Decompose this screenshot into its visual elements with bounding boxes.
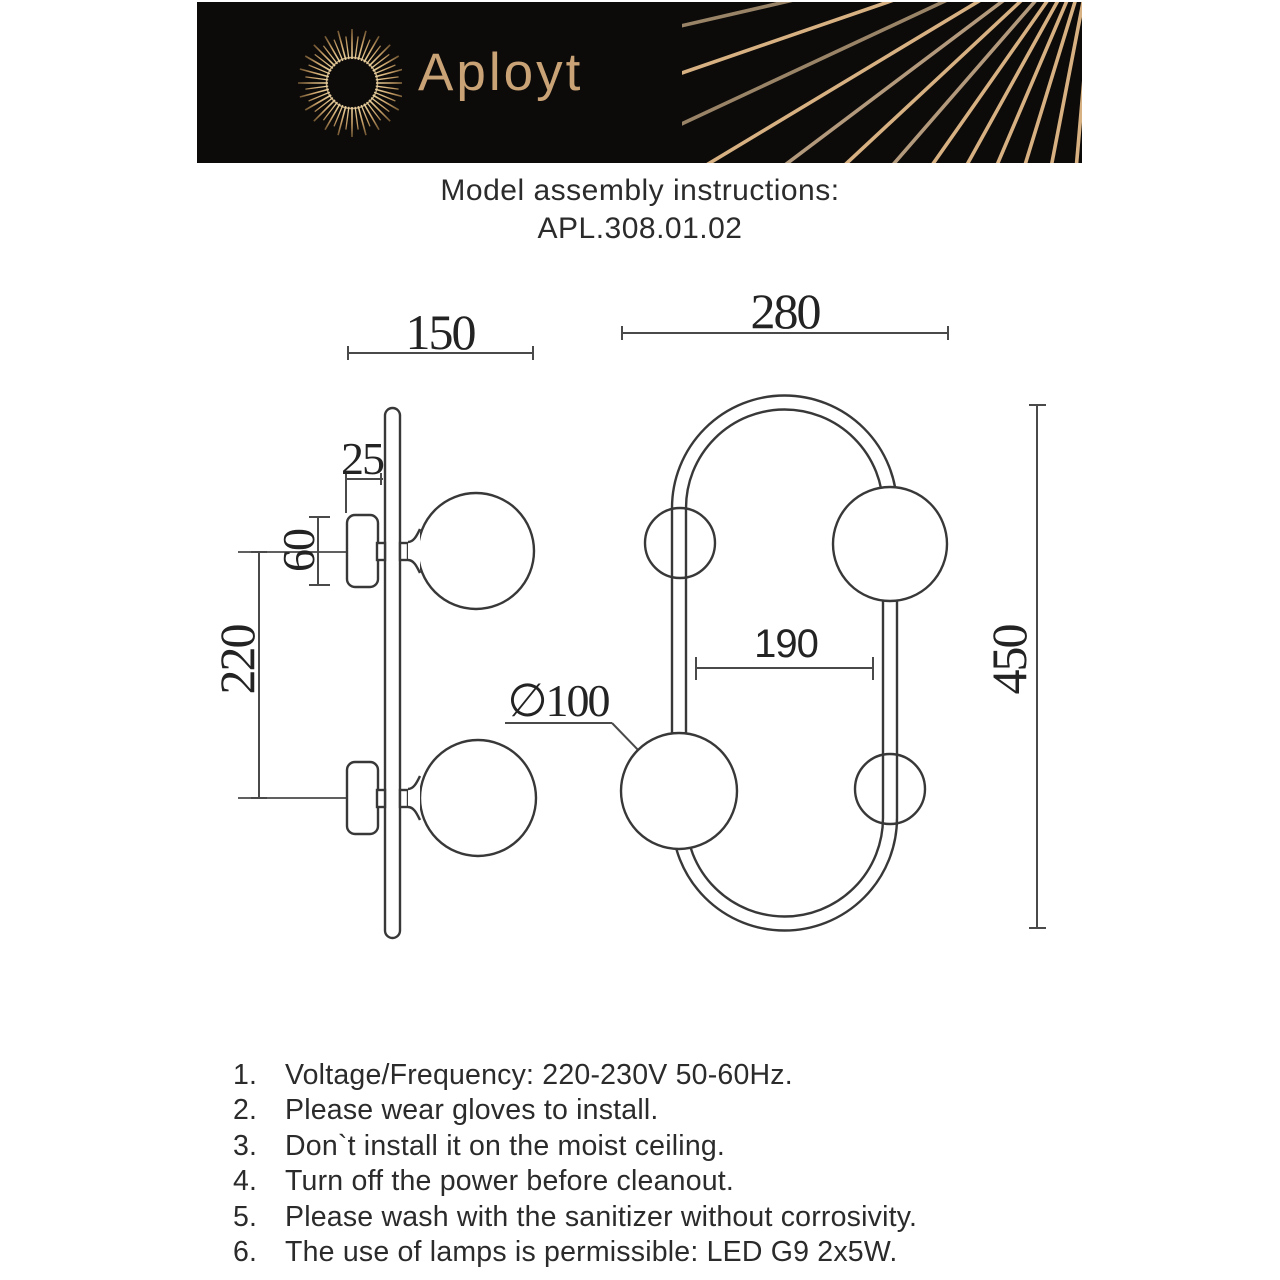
list-item-number: 6. [233, 1236, 258, 1269]
list-item [233, 1235, 917, 1270]
list-item [233, 1093, 917, 1128]
list-item [233, 1200, 917, 1235]
dim-cup-diameter-label: 60 [273, 530, 324, 572]
globe-top-side [418, 493, 534, 609]
brand-logo-text: Aployt [418, 43, 584, 102]
list-item-number: 5. [233, 1200, 258, 1233]
page-title: Model assembly instructions: [440, 174, 840, 207]
list-item-number: 2. [233, 1094, 258, 1127]
list-item [233, 1164, 917, 1199]
list-item-number: 3. [233, 1129, 258, 1162]
list-item-number: 1. [233, 1059, 258, 1091]
list-item [233, 1058, 917, 1093]
list-item-text: Please wear gloves to install. [285, 1094, 659, 1127]
dim-globe-diameter-label: ∅100 [507, 675, 609, 726]
dim-spacing-label: 220 [209, 625, 265, 695]
list-item-text: Turn off the power before cleanout. [285, 1165, 735, 1198]
list-item-text: Voltage/Frequency: 220-230V 50-60Hz. [285, 1059, 793, 1091]
dim-side-width-label: 150 [405, 304, 475, 360]
dim-height-label: 450 [981, 625, 1037, 695]
dim-cup-depth-label: 25 [341, 433, 383, 484]
globe-front-bottom-left [621, 733, 737, 849]
list-item-text: The use of lamps is permissible: LED G9 2x5W. [285, 1236, 898, 1269]
list-item [233, 1129, 917, 1164]
instructions-list [233, 1058, 917, 1270]
list-item-text: Please wash with the sanitizer without corrosivity. [285, 1200, 918, 1233]
globe-front-top-right [833, 487, 947, 601]
wall-plate [385, 408, 400, 938]
mounting-cup-bottom [347, 762, 378, 834]
side-view-drawing [238, 408, 536, 938]
list-item-number: 4. [233, 1165, 258, 1198]
dim-front-width-label: 280 [750, 283, 820, 339]
list-item-text: Don`t install it on the moist ceiling. [285, 1129, 726, 1162]
model-number: APL.308.01.02 [537, 212, 743, 245]
mounting-cup-top [347, 515, 378, 587]
dim-inner-spacing-label: 190 [754, 622, 818, 666]
globe-bottom-side [420, 740, 536, 856]
